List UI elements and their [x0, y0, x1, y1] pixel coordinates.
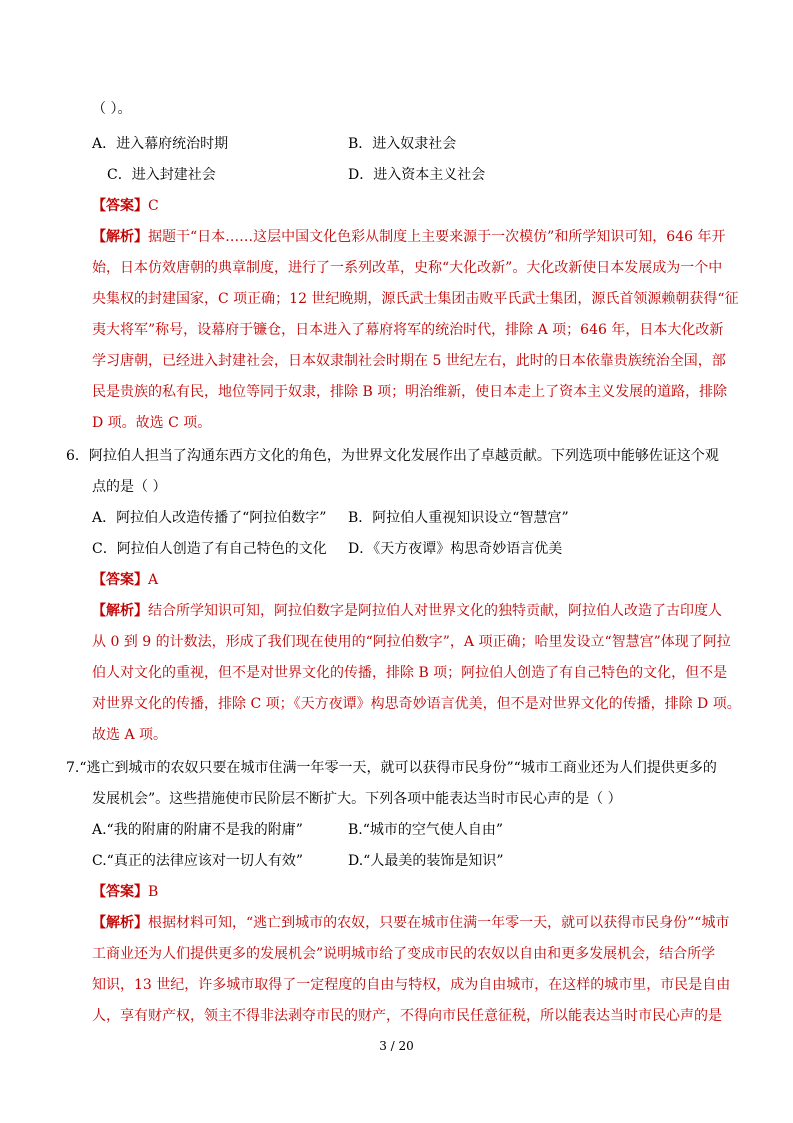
q7-analysis-line-4: 人，享有财产权，领主不得非法剥夺市民的财产，不得向市民任意征税，所以能表达当时市民心声的是 [92, 1008, 722, 1024]
q7-option-d: D.“人最美的装饰是知识” [348, 853, 504, 869]
q7-option-b: B.“城市的空气使人自由” [348, 822, 504, 838]
answer-label: 【答案】 [92, 198, 148, 214]
analysis-label: 【解析】 [92, 229, 148, 245]
q7-stem-line-2: 发展机会”。这些措施使市民阶层不断扩大。下列各项中能表达当时市民心声的是（ ） [92, 791, 622, 807]
q5-answer [92, 196, 159, 216]
analysis-label: 【解析】 [92, 603, 148, 619]
q6-answer [92, 570, 158, 590]
answer-value: C [148, 198, 159, 214]
q6-option-a: A．阿拉伯人改造传播了“阿拉伯数字” [92, 510, 327, 526]
q6-analysis-line-2: 从 0 到 9 的计数法，形成了我们现在使用的“阿拉伯数字”，A 项正确；哈里发设立“智慧宫”体现了阿拉 [92, 634, 731, 650]
q5-analysis-line-1: 【解析】据题干“日本……这层中国文化色彩从制度上主要来源于一次模仿”和所学知识可知，646 年开 [92, 229, 726, 245]
q5-analysis-line-4: 夷大将军”称号，设幕府于镰仓，日本进入了幕府将军的统治时代，排除 A 项；646 年，日本大化改新 [92, 322, 724, 338]
q7-stem-line-1: 7.“逃亡到城市的农奴只要在城市住满一年零一天，就可以获得市民身份”“城市工商业还为人们提供更多的 [66, 760, 717, 776]
q7-option-a: A.“我的附庸的附庸不是我的附庸” [92, 822, 303, 838]
q5-option-b: B．进入奴隶社会 [348, 136, 457, 152]
q5-option-d: D．进入资本主义社会 [348, 167, 486, 183]
answer-label: 【答案】 [92, 884, 148, 900]
q6-stem-line-1: 6．阿拉伯人担当了沟通东西方文化的角色，为世界文化发展作出了卓越贡献。下列选项中能够佐证这个观 [66, 448, 719, 464]
q5-stem-tail: （ ）。 [92, 101, 132, 117]
q6-stem-line-2: 点的是（ ） [92, 479, 167, 495]
q6-analysis-line-3: 伯人对文化的重视，但不是对世界文化的传播，排除 B 项；阿拉伯人创造了有自己特色的文化，但不是 [92, 665, 728, 681]
q6-option-d: D．《天方夜谭》构思奇妙语言优美 [348, 541, 563, 557]
q5-analysis-line-2: 始，日本仿效唐朝的典章制度，进行了一系列改革，史称“大化改新”。大化改新使日本发展成为一个中 [92, 260, 723, 276]
q5-option-a: A．进入幕府统治时期 [92, 136, 229, 152]
q7-analysis-line-1: 【解析】根据材料可知，“逃亡到城市的农奴，只要在城市住满一年零一天，就可以获得市民身份”“城市 [92, 915, 730, 931]
q6-analysis-line-4: 对世界文化的传播，排除 C 项；《天方夜谭》构思奇妙语言优美，但不是对世界文化的传播，排除 D 项。 [92, 696, 741, 712]
q5-analysis-line-7: D 项。故选 C 项。 [92, 415, 212, 431]
q6-option-c: C．阿拉伯人创造了有自己特色的文化 [92, 541, 327, 557]
q5-analysis-line-3: 央集权的封建国家，C 项正确；12 世纪晚期，源氏武士集团击败平氏武士集团，源氏首领源赖朝获得“征 [92, 291, 739, 307]
q5-option-c: C．进入封建社会 [107, 167, 216, 183]
q6-analysis-line-1: 【解析】结合所学知识可知，阿拉伯数字是阿拉伯人对世界文化的独特贡献，阿拉伯人改造了古印度人 [92, 603, 722, 619]
q5-analysis-line-6: 民是贵族的私有民，地位等同于奴隶，排除 B 项；明治维新，使日本走上了资本主义发展的道路，排除 [92, 384, 728, 400]
q7-analysis-line-2: 工商业还为人们提供更多的发展机会”说明城市给了变成市民的农奴以自由和更多发展机会，结合所学 [92, 946, 716, 962]
answer-value: B [148, 884, 159, 900]
q5-analysis-line-5: 学习唐朝，已经进入封建社会，日本奴隶制社会时期在 5 世纪左右，此时的日本依靠贵族统治全国，部 [92, 353, 726, 369]
answer-value: A [148, 572, 159, 588]
q6-option-b: B．阿拉伯人重视知识设立“智慧宫” [348, 510, 569, 526]
answer-label: 【答案】 [92, 572, 148, 588]
q6-analysis-line-5: 故选 A 项。 [92, 727, 168, 743]
q7-answer [92, 882, 158, 902]
page-number: 3 / 20 [379, 1039, 414, 1053]
q7-analysis-line-3: 知识，13 世纪，许多城市取得了一定程度的自由与特权，成为自由城市，在这样的城市里，市民是自由 [92, 977, 731, 993]
q7-option-c: C.“真正的法律应该对一切人有效” [92, 853, 303, 869]
analysis-label: 【解析】 [92, 915, 148, 931]
